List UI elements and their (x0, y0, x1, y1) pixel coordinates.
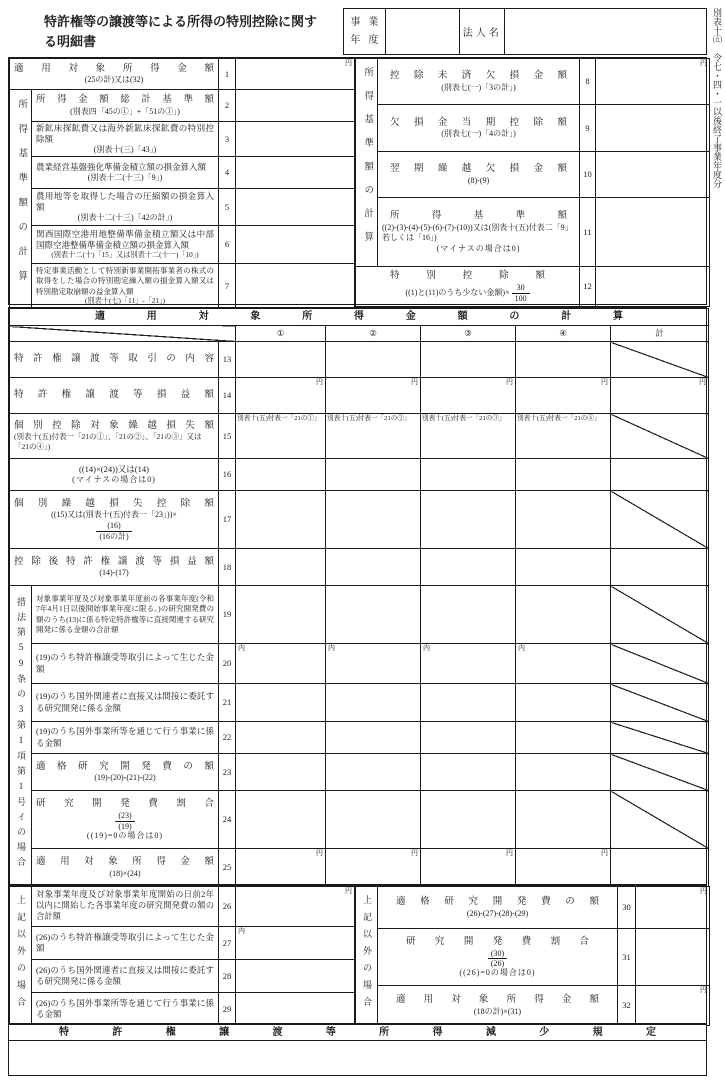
row-no-2: 2 (219, 90, 236, 122)
cell-r23-c3 (421, 754, 516, 791)
cell-r17-sum (611, 491, 709, 549)
cell-r13-c1 (236, 342, 326, 378)
cell-r24-c3 (421, 791, 516, 849)
cell-r18-c2 (326, 549, 421, 586)
row-no-8: 8 (580, 59, 596, 105)
row-label-25: 適用対象所得金額 (18)×(24) (32, 849, 219, 887)
row-value-31 (636, 929, 710, 986)
row-value-27 (236, 927, 355, 960)
cell-r15-c2: 別表十(五)付表一「21の②」 (326, 414, 421, 459)
fraction: $\frac{(30)}{(26)}$ (488, 949, 507, 968)
row-label-29: (26)のうち国外事業所等を通じて行う事業に係る金額 (32, 993, 219, 1026)
other-case-section (8, 885, 707, 1024)
cell-r18-c4 (516, 549, 611, 586)
row-value-9 (596, 105, 710, 152)
row-no-24: 24 (219, 791, 236, 849)
fraction: $\frac{(16)}{\text{(16の計)}}$ (96, 521, 131, 540)
row-label-19: 対象事業年度及び対象事業年度前の各事業年度(令和7年4月1日以後開始事業年度に限る。)の研究開発費の額のうち(13)に係る特定特許権等に直接関連する研究開発に係る金額の合計額 (32, 586, 219, 644)
form-margin-note (710, 8, 725, 338)
row-no-9: 9 (580, 105, 596, 152)
income-reduction-header: 特許権譲渡等所得減少規定 (9, 1025, 706, 1041)
row-no-17: 17 (219, 491, 236, 549)
cell-r18-sum (611, 549, 709, 586)
row-label-2: 所得金額総計基準額 (別表四「45の①」+「51の①」) (32, 90, 219, 122)
yen-mark: 円 (506, 849, 513, 857)
cell-r18-c1 (236, 549, 326, 586)
row-no-25: 25 (219, 849, 236, 887)
row-label-30: 適格研究開発費の額 (26)-(27)-(28)-(29) (378, 887, 618, 929)
row-no-11: 11 (580, 198, 596, 267)
row-label-3: 新鉱床探鉱費又は海外新鉱床探鉱費の特別控除額 (別表十(三)「43」) (32, 122, 219, 157)
cell-r16-c3 (421, 459, 516, 491)
cell-r21-c2 (326, 684, 421, 722)
yen-mark: 円 (345, 887, 352, 895)
fraction: $\frac{30}{100}$ (512, 283, 530, 302)
yen-mark: 円 (411, 849, 418, 857)
row-label-4: 農業経営基盤強化準備金積立額の損金算入額 (別表十二(十三)「9」) (32, 157, 219, 189)
form-code-paren: (五) (713, 35, 722, 43)
row-label-17: 個別繰越損失控除額 ((15)又は(別表十(五)付表一「23」))× $\frac{(16)}{\text{(16の計)}}$ (10, 491, 219, 549)
applicable-income-table (9, 308, 709, 887)
cell-r16-c4 (516, 459, 611, 491)
cell-r21-c4 (516, 684, 611, 722)
cell-r20-c3 (421, 644, 516, 684)
row-label-9: 欠損金当期控除額 (別表七(一)「4の計」) (378, 105, 580, 152)
cell-r13-c2 (326, 342, 421, 378)
row-no-12: 12 (580, 267, 596, 307)
cell-r13-c3 (421, 342, 516, 378)
row-no-5: 5 (219, 189, 236, 226)
column-header-2: ② (326, 326, 421, 342)
row-label-20: (19)のうち特許権譲受等取引によって生じた金額 (32, 644, 219, 684)
other-case-left-vertical-label: 上記以外の場合 (10, 887, 32, 1026)
row-label-16: ((14)×(24))又は(14) (マイナスの場合は0) (10, 459, 219, 491)
uchi-mark: 内 (328, 644, 335, 652)
row-value-26 (236, 887, 355, 927)
yen-mark: 円 (411, 378, 418, 386)
corporate-name-value-field (505, 9, 706, 54)
cell-r14-c2 (326, 378, 421, 414)
cell-r19-c2 (326, 586, 421, 644)
row-value-4 (236, 157, 355, 189)
cell-r15-c1: 別表十(五)付表一「21の①」 (236, 414, 326, 459)
row-label-18: 控除後特許権譲渡等損益額 (14)-(17) (10, 549, 219, 586)
income-base-right-vertical-label: 所得基準額の計算 (356, 59, 378, 267)
cell-r21-sum (611, 684, 709, 722)
income-base-section (8, 57, 707, 305)
row-label-31: 研究開発費割合 $\frac{(30)}{(26)}$ ((26)=0の場合は0) (378, 929, 618, 986)
row-no-22: 22 (219, 722, 236, 754)
cell-r16-c2 (326, 459, 421, 491)
uchi-mark: 内 (423, 644, 430, 652)
form-title: 特許権等の譲渡等による所得の特別控除に関する明細書 (44, 14, 318, 50)
row-no-13: 13 (219, 342, 236, 378)
cell-r25-c2 (326, 849, 421, 887)
row-value-6 (236, 226, 355, 264)
cell-r24-c1 (236, 791, 326, 849)
row-no-20: 20 (219, 644, 236, 684)
row-label-26: 対象事業年度及び対象事業年度開始の日前2年以内に開始した各事業年度の研究開発費の額の合計額 (32, 887, 219, 927)
yen-mark: 円 (699, 378, 706, 386)
fiscal-year-value-field (386, 9, 461, 54)
cell-r17-c3 (421, 491, 516, 549)
applicable-income-section (8, 307, 707, 885)
cell-r25-c1 (236, 849, 326, 887)
row-label-15: 個別控除対象繰越損失額 (別表十(五)付表一「21の①」、「21の②」、「21の③」又は「21の④」) (10, 414, 219, 459)
yen-mark: 円 (601, 378, 608, 386)
row-no-18: 18 (219, 549, 236, 586)
cell-r25-sum (611, 849, 709, 887)
yen-mark: 円 (700, 887, 707, 895)
row-label-5: 農用地等を取得した場合の圧縮額の損金算入額 (別表十二(十三)「42の計」) (32, 189, 219, 226)
row-label-12: 特別控除額 ((1)と(11)のうち少ない金額)× $\frac{30}{100}$ (356, 267, 580, 307)
yen-mark: 円 (316, 849, 323, 857)
row-label-6: 関西国際空港用地整備準備金積立額又は中部国際空港整備準備金積立額の損金算入額 (別表十二(十)「15」又は別表十二(十一)「10」) (32, 226, 219, 264)
cell-r18-c3 (421, 549, 516, 586)
applicability-note: 令七・四・一以後終了事業年度分 (712, 53, 722, 188)
cell-r21-c1 (236, 684, 326, 722)
cell-r22-c4 (516, 722, 611, 754)
row-value-32 (636, 986, 710, 1026)
income-base-right-table (355, 58, 710, 307)
row-no-3: 3 (219, 122, 236, 157)
row-no-27: 27 (219, 927, 236, 960)
row-value-1 (236, 59, 355, 90)
cell-r19-c3 (421, 586, 516, 644)
row-label-28: (26)のうち国外関連者に直接又は間接に委託する研究開発に係る金額 (32, 960, 219, 993)
fraction: $\frac{(23)}{(19)}$ (115, 811, 134, 830)
row-label-14: 特許権譲渡等損益額 (10, 378, 219, 414)
corporate-name-label: 法人名 (462, 28, 502, 39)
cell-r13-c4 (516, 342, 611, 378)
row-no-26: 26 (219, 887, 236, 927)
row-value-10 (596, 152, 710, 198)
form-code: 別表十 (712, 8, 722, 35)
yen-mark: 円 (700, 59, 708, 67)
row-value-29 (236, 993, 355, 1026)
row-label-1: 適用対象所得金額 (25の計)又は(32) (10, 59, 219, 90)
cell-r23-c4 (516, 754, 611, 791)
row-label-27: (26)のうち特許権譲受等取引によって生じた金額 (32, 927, 219, 960)
row-value-28 (236, 960, 355, 993)
yen-mark: 円 (345, 59, 353, 67)
uchi-mark: 内 (238, 927, 245, 935)
cell-r23-c1 (236, 754, 326, 791)
cell-r17-c2 (326, 491, 421, 549)
cell-r24-c2 (326, 791, 421, 849)
row-label-7: 特定事業活動として特別新事業開拓事業者の株式の取得をした場合の特別勘定繰入額の損金算入額又は特別勘定取崩額の益金算入額 (別表十(七)「11」-「21」) (32, 264, 219, 309)
cell-r14-c1 (236, 378, 326, 414)
sohou-case-vertical-label: 措法第59条の3第1項第1号イの場合 (10, 586, 32, 887)
cell-r20-c4 (516, 644, 611, 684)
row-no-15: 15 (219, 414, 236, 459)
row-no-1: 1 (219, 59, 236, 90)
row-label-10: 翌期繰越欠損金額 (8)-(9) (378, 152, 580, 198)
cell-r25-c4 (516, 849, 611, 887)
row-no-30: 30 (618, 887, 636, 929)
row-value-30 (636, 887, 710, 929)
cell-r15-sum (611, 414, 709, 459)
row-label-24: 研究開発費割合 $\frac{(23)}{(19)}$ ((19)=0の場合は0) (32, 791, 219, 849)
row-label-22: (19)のうち国外事業所等を通じて行う事業に係る金額 (32, 722, 219, 754)
cell-r15-c4: 別表十(五)付表一「21の④」 (516, 414, 611, 459)
row-value-3 (236, 122, 355, 157)
row-no-6: 6 (219, 226, 236, 264)
row-no-7: 7 (219, 264, 236, 309)
cell-r22-c3 (421, 722, 516, 754)
row-value-5 (236, 189, 355, 226)
row-value-8 (596, 59, 710, 105)
column-header-corner (10, 326, 236, 342)
row-label-8: 控除未済欠損金額 (別表七(一)「3の計」) (378, 59, 580, 105)
cell-r22-sum (611, 722, 709, 754)
column-header-sum: 計 (611, 326, 709, 342)
cell-r17-c1 (236, 491, 326, 549)
row-label-11: 所得基準額 ((2)-(3)-(4)-(5)-(6)-(7)-(10))又は(別表十(五)付表二「9」若しくは「16」) (マイナスの場合は0) (378, 198, 580, 267)
cell-r21-c3 (421, 684, 516, 722)
column-header-1: ① (236, 326, 326, 342)
income-reduction-entry-area (9, 1041, 706, 1075)
yen-mark: 円 (700, 986, 707, 994)
row-value-2 (236, 90, 355, 122)
row-no-31: 31 (618, 929, 636, 986)
cell-r19-c1 (236, 586, 326, 644)
fiscal-year-label: 事業年度 (350, 16, 379, 46)
cell-r20-c1 (236, 644, 326, 684)
row-no-32: 32 (618, 986, 636, 1026)
cell-r20-sum (611, 644, 709, 684)
cell-r19-sum (611, 586, 709, 644)
row-no-23: 23 (219, 754, 236, 791)
row-no-4: 4 (219, 157, 236, 189)
cell-r22-c2 (326, 722, 421, 754)
row-label-13: 特許権譲渡等取引の内容 (10, 342, 219, 378)
cell-r22-c1 (236, 722, 326, 754)
corporate-name-label-cell (460, 9, 505, 54)
section-header: 適用対象所得金額の計算 (10, 309, 709, 326)
cell-r24-sum (611, 791, 709, 849)
row-label-23: 適格研究開発費の額 (19)-(20)-(21)-(22) (32, 754, 219, 791)
row-no-21: 21 (219, 684, 236, 722)
cell-r13-sum (611, 342, 709, 378)
cell-r16-sum (611, 459, 709, 491)
row-value-12 (596, 267, 710, 307)
yen-mark: 円 (601, 849, 608, 857)
income-base-left-vertical-label: 所得基準額の計算 (10, 90, 32, 309)
other-case-right-table (355, 886, 710, 1026)
other-case-left-table (9, 886, 355, 1026)
cell-r14-c3 (421, 378, 516, 414)
column-header-3: ③ (421, 326, 516, 342)
yen-mark: 円 (316, 378, 323, 386)
cell-r25-c3 (421, 849, 516, 887)
row-value-11 (596, 198, 710, 267)
column-header-4: ④ (516, 326, 611, 342)
cell-r17-c4 (516, 491, 611, 549)
cell-r20-c2 (326, 644, 421, 684)
cell-r23-sum (611, 754, 709, 791)
row-no-10: 10 (580, 152, 596, 198)
cell-r23-c2 (326, 754, 421, 791)
cell-r19-c4 (516, 586, 611, 644)
row-no-14: 14 (219, 378, 236, 414)
row-no-28: 28 (219, 960, 236, 993)
cell-r16-c1 (236, 459, 326, 491)
fiscal-year-label-cell (344, 9, 386, 54)
row-no-29: 29 (219, 993, 236, 1026)
income-base-left-table (9, 58, 355, 309)
income-reduction-section (8, 1024, 707, 1076)
uchi-mark: 内 (238, 644, 245, 652)
uchi-mark: 内 (518, 644, 525, 652)
row-label-21: (19)のうち国外関連者に直接又は間接に委託する研究開発に係る金額 (32, 684, 219, 722)
row-label-32: 適用対象所得金額 (18の計)×(31) (378, 986, 618, 1026)
cell-r24-c4 (516, 791, 611, 849)
header-boxes (343, 8, 707, 55)
row-value-7 (236, 264, 355, 309)
cell-r15-c3: 別表十(五)付表一「21の③」 (421, 414, 516, 459)
other-case-right-vertical-label: 上記以外の場合 (356, 887, 378, 1026)
row-no-19: 19 (219, 586, 236, 644)
cell-r14-c4 (516, 378, 611, 414)
yen-mark: 円 (506, 378, 513, 386)
row-no-16: 16 (219, 459, 236, 491)
cell-r14-sum (611, 378, 709, 414)
